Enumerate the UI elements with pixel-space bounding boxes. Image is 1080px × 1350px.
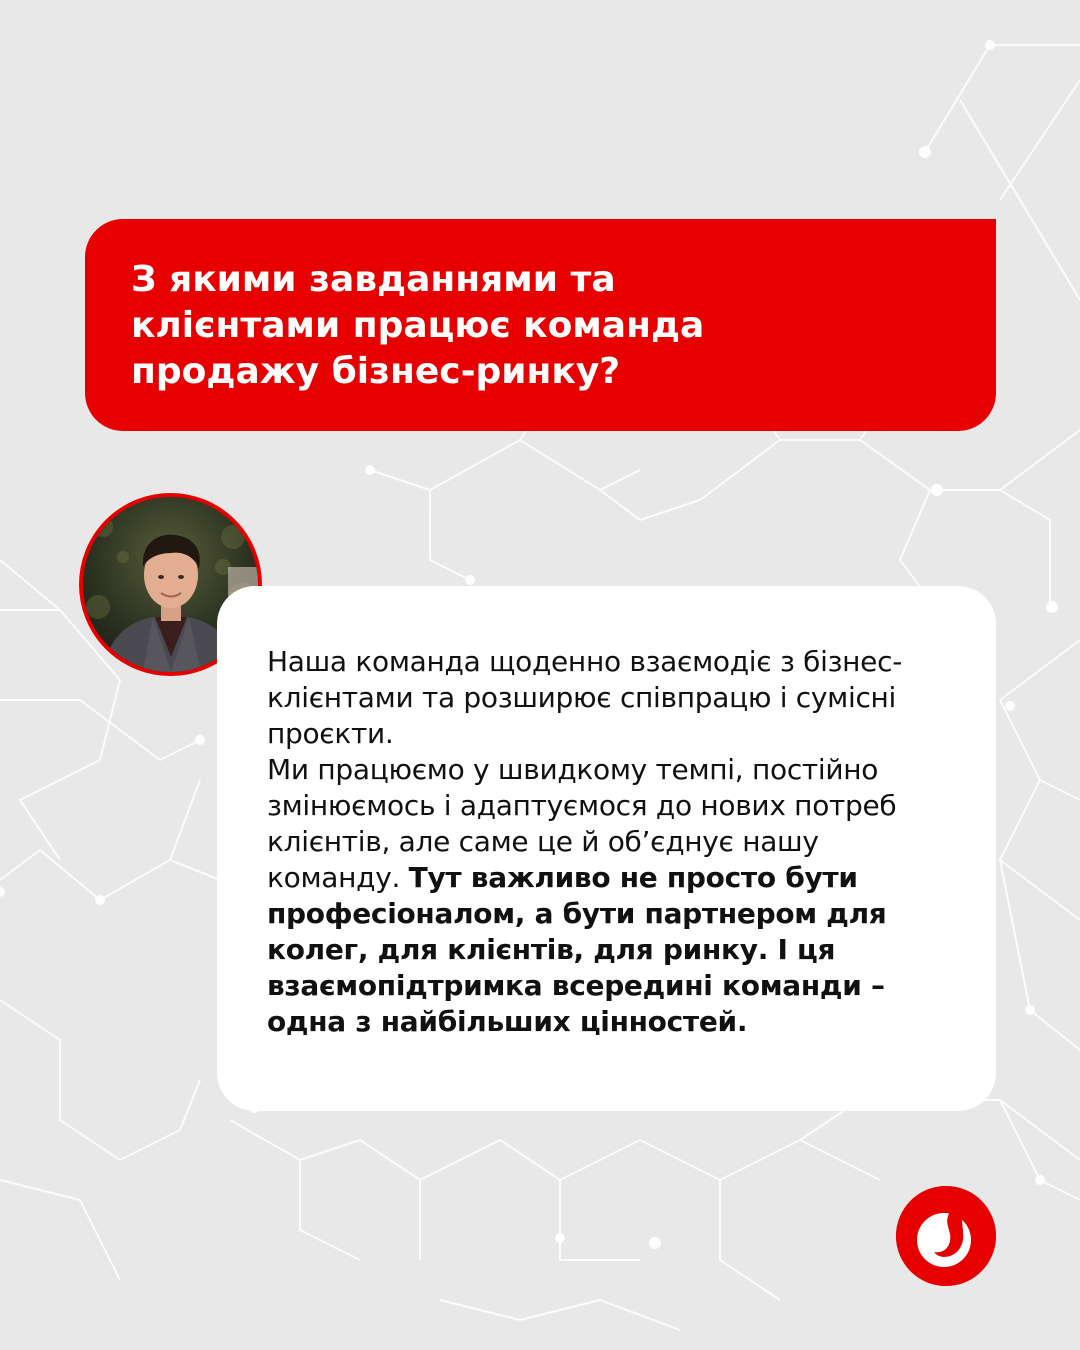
answer-emphasis: Тут важливо не просто бути професіоналом, а бути партнером для колег, для клієнтів, для ринку. І ця взаємопідтримка всередині команди – одна з найбільших цінностей. bbox=[267, 861, 887, 1038]
answer-paragraph bbox=[267, 644, 907, 1040]
vodafone-speechmark-icon bbox=[896, 1186, 996, 1286]
question-heading: З якими завданнями та клієнтами працює команда продажу бізнес-ринку? bbox=[131, 259, 705, 392]
answer-intro: Наша команда щоденно взаємодіє з бізнес-клієнтами та розширює співпрацю і сумісні проєкти. bbox=[267, 645, 903, 750]
vodafone-logo bbox=[896, 1186, 996, 1286]
answer-middle: Ми працюємо у швидкому темпі, постійно змінюємось і адаптуємося до нових потреб клієнтів, але саме це й об’єднує нашу команду. bbox=[267, 753, 897, 894]
answer-card bbox=[217, 586, 996, 1111]
question-banner bbox=[85, 219, 996, 431]
